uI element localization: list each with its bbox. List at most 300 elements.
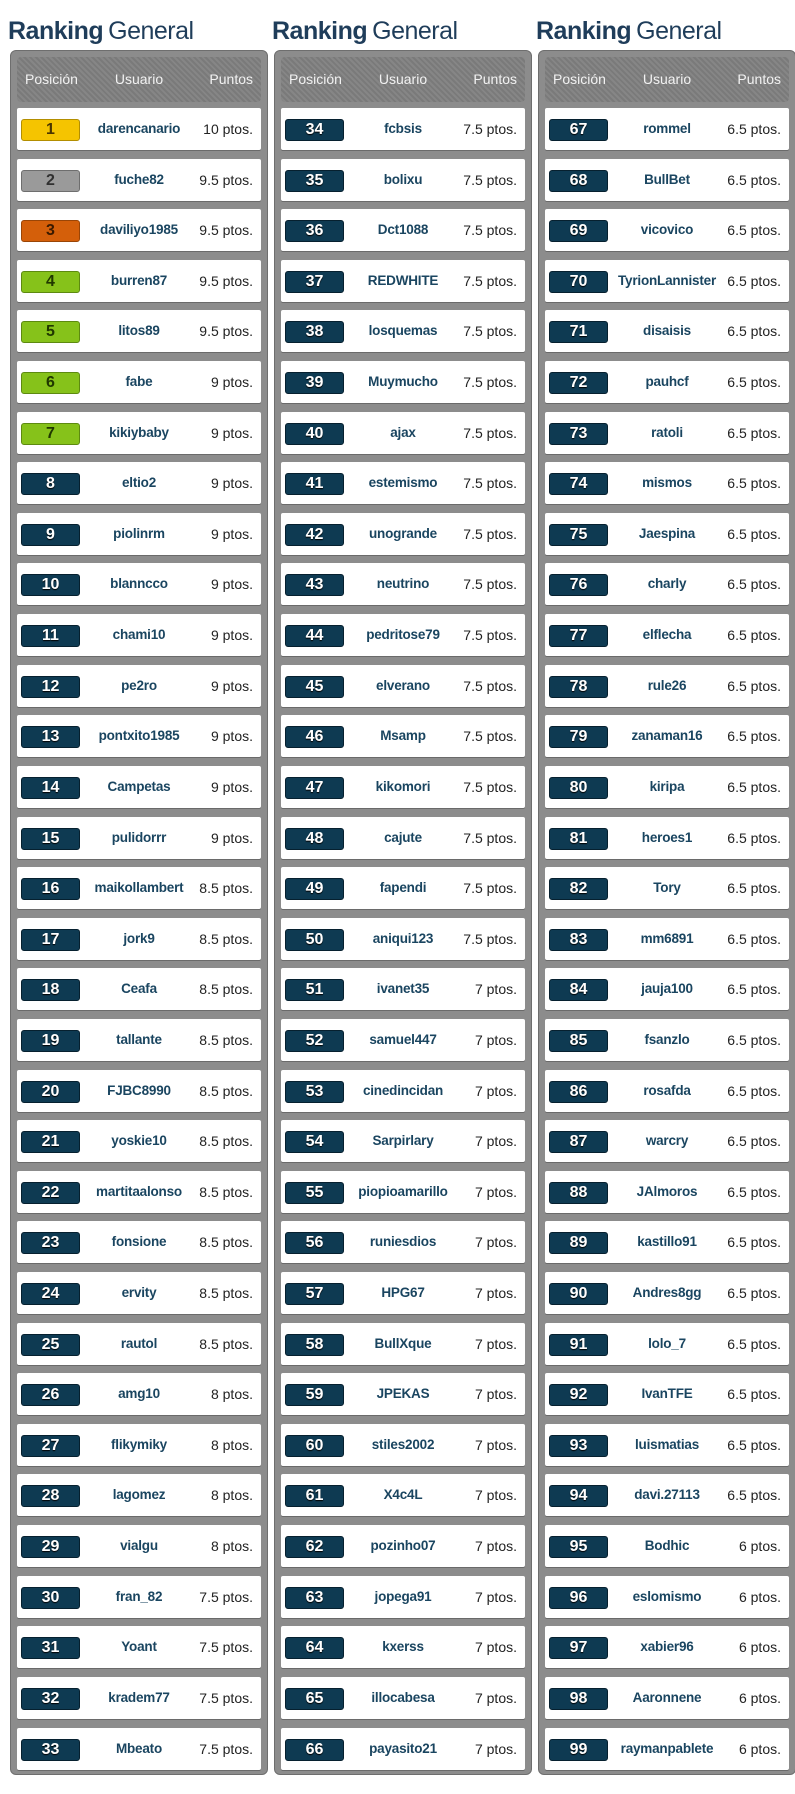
username-link[interactable]: Mbeato xyxy=(115,1740,163,1756)
points-value: 9 ptos. xyxy=(210,677,253,694)
username-link[interactable]: amg10 xyxy=(118,1386,160,1402)
position-badge: 82 xyxy=(549,878,608,900)
table-row xyxy=(281,513,525,555)
table-row xyxy=(17,665,261,707)
table-row xyxy=(17,715,261,757)
username-link[interactable]: JAlmoros xyxy=(636,1183,698,1199)
points-value: 6.5 ptos. xyxy=(727,930,781,947)
username-link[interactable]: vialgu xyxy=(120,1538,158,1554)
points-value: 7.5 ptos. xyxy=(463,627,517,644)
points-value: 7 ptos. xyxy=(474,1335,517,1352)
ranking-column-3 xyxy=(536,0,795,1794)
table-row xyxy=(281,766,525,808)
username-link[interactable]: blanncco xyxy=(110,576,168,592)
position-badge: 45 xyxy=(285,676,344,698)
username-link[interactable]: Campetas xyxy=(107,778,171,794)
table-row xyxy=(545,665,789,707)
username-link[interactable]: eslomismo xyxy=(632,1588,702,1604)
username-link[interactable]: piopioamarillo xyxy=(358,1183,448,1199)
username-link[interactable]: ivanet35 xyxy=(376,981,430,997)
username-link[interactable]: lagomez xyxy=(112,1487,166,1503)
username-link[interactable]: estemismo xyxy=(368,475,438,491)
username-link[interactable]: ratoli xyxy=(651,424,683,440)
position-badge: 54 xyxy=(285,1131,344,1153)
position-badge: 23 xyxy=(21,1232,80,1254)
position-badge: 40 xyxy=(285,423,344,445)
position-badge: 95 xyxy=(549,1536,608,1558)
table-row xyxy=(545,563,789,605)
table-row xyxy=(17,513,261,555)
username-link[interactable]: Aaronnene xyxy=(632,1689,702,1705)
points-value: 7.5 ptos. xyxy=(463,829,517,846)
table-row xyxy=(545,1070,789,1112)
table-row xyxy=(545,1677,789,1719)
position-badge: 85 xyxy=(549,1030,608,1052)
username-link[interactable]: fuche82 xyxy=(114,171,164,187)
position-badge: 64 xyxy=(285,1637,344,1659)
points-value: 6.5 ptos. xyxy=(727,778,781,795)
position-badge: 87 xyxy=(549,1131,608,1153)
table-row xyxy=(17,1070,261,1112)
table-header xyxy=(545,57,789,102)
table-row xyxy=(545,1728,789,1770)
username-link[interactable]: Bodhic xyxy=(644,1538,690,1554)
points-value: 6 ptos. xyxy=(738,1740,781,1757)
username-link[interactable]: kikiybaby xyxy=(109,424,169,440)
table-row xyxy=(17,1474,261,1516)
username-link[interactable]: raymanpablete xyxy=(620,1740,714,1756)
column-title-rest: General xyxy=(108,17,194,45)
table-row xyxy=(545,1626,789,1668)
points-value: 7 ptos. xyxy=(474,1082,517,1099)
points-value: 9 ptos. xyxy=(210,374,253,391)
points-value: 7 ptos. xyxy=(474,1234,517,1251)
username-link[interactable]: eltio2 xyxy=(121,475,157,491)
points-value: 7 ptos. xyxy=(474,1133,517,1150)
username-link[interactable]: fabe xyxy=(125,374,153,390)
username-link[interactable]: JPEKAS xyxy=(376,1386,430,1402)
position-badge: 76 xyxy=(549,574,608,596)
table-row xyxy=(281,1474,525,1516)
table-row xyxy=(281,1525,525,1567)
username-link[interactable]: pozinho07 xyxy=(370,1538,436,1554)
username-link[interactable]: tallante xyxy=(116,1031,162,1047)
table-row xyxy=(545,412,789,454)
username-link[interactable]: bolixu xyxy=(383,171,423,187)
username-link[interactable]: vicovico xyxy=(640,222,694,238)
position-badge: 30 xyxy=(21,1587,80,1609)
table-row xyxy=(545,867,789,909)
table-row xyxy=(281,361,525,403)
username-link[interactable]: ervity xyxy=(121,1285,157,1301)
table-row xyxy=(17,1677,261,1719)
points-value: 8 ptos. xyxy=(210,1538,253,1555)
points-value: 8 ptos. xyxy=(210,1436,253,1453)
username-link[interactable]: rosafda xyxy=(643,1082,691,1098)
points-value: 8.5 ptos. xyxy=(199,1335,253,1352)
username-link[interactable]: BullBet xyxy=(644,171,690,187)
username-link[interactable]: kikomori xyxy=(375,778,431,794)
points-value: 6.5 ptos. xyxy=(727,1386,781,1403)
username-link[interactable]: charly xyxy=(647,576,687,592)
position-badge: 75 xyxy=(549,524,608,546)
points-value: 6.5 ptos. xyxy=(727,728,781,745)
username-link[interactable]: IvanTFE xyxy=(641,1386,693,1402)
points-value: 7 ptos. xyxy=(474,1285,517,1302)
username-link[interactable]: litos89 xyxy=(118,323,160,339)
table-row xyxy=(545,715,789,757)
points-value: 6.5 ptos. xyxy=(727,272,781,289)
points-value: 6.5 ptos. xyxy=(727,1082,781,1099)
username-link[interactable]: Msamp xyxy=(380,728,426,744)
points-value: 9.5 ptos. xyxy=(199,171,253,188)
table-row xyxy=(17,918,261,960)
username-link[interactable]: illocabesa xyxy=(371,1689,435,1705)
points-value: 6.5 ptos. xyxy=(727,1436,781,1453)
points-value: 8.5 ptos. xyxy=(199,1082,253,1099)
username-link[interactable]: jopega91 xyxy=(374,1588,432,1604)
ranking-table xyxy=(274,50,532,1775)
position-badge: 46 xyxy=(285,726,344,748)
username-link[interactable]: TyrionLannister xyxy=(617,272,716,288)
points-value: 8 ptos. xyxy=(210,1487,253,1504)
points-value: 6.5 ptos. xyxy=(727,323,781,340)
points-value: 8 ptos. xyxy=(210,1386,253,1403)
username-link[interactable]: kradem77 xyxy=(108,1689,170,1705)
username-link[interactable]: kiripa xyxy=(649,778,685,794)
points-value: 7 ptos. xyxy=(474,1031,517,1048)
position-badge: 26 xyxy=(21,1384,80,1406)
position-badge: 63 xyxy=(285,1587,344,1609)
table-row xyxy=(281,918,525,960)
username-link[interactable]: rule26 xyxy=(647,677,687,693)
username-link[interactable]: martitaalonso xyxy=(96,1183,182,1199)
username-link[interactable]: cajute xyxy=(384,829,422,845)
position-badge: 51 xyxy=(285,979,344,1001)
username-link[interactable]: darencanario xyxy=(97,121,181,136)
points-value: 6.5 ptos. xyxy=(727,121,781,137)
username-link[interactable]: ajax xyxy=(390,424,416,440)
table-row xyxy=(545,1120,789,1162)
username-link[interactable]: daviliyo1985 xyxy=(100,222,178,238)
position-badge: 98 xyxy=(549,1688,608,1710)
header-user: Usuario xyxy=(378,71,428,87)
username-link[interactable]: davi.27113 xyxy=(634,1487,700,1503)
table-row xyxy=(281,159,525,201)
points-value: 6.5 ptos. xyxy=(727,475,781,492)
table-row xyxy=(281,462,525,504)
table-row xyxy=(281,1272,525,1314)
username-link[interactable]: unogrande xyxy=(369,525,437,541)
table-row xyxy=(281,1221,525,1263)
position-badge: 56 xyxy=(285,1232,344,1254)
table-row xyxy=(545,513,789,555)
points-value: 7 ptos. xyxy=(474,1740,517,1757)
position-badge: 65 xyxy=(285,1688,344,1710)
username-link[interactable]: zanaman16 xyxy=(631,728,703,744)
points-value: 7.5 ptos. xyxy=(463,222,517,239)
position-badge: 7 xyxy=(21,423,80,445)
username-link[interactable]: jauja100 xyxy=(641,981,693,997)
position-badge: 2 xyxy=(21,170,80,192)
username-link[interactable]: FJBC8990 xyxy=(107,1082,171,1098)
position-badge: 91 xyxy=(549,1334,608,1356)
points-value: 7.5 ptos. xyxy=(199,1588,253,1605)
points-value: 7 ptos. xyxy=(474,1183,517,1200)
username-link[interactable]: chami10 xyxy=(112,627,166,643)
username-link[interactable]: maikollambert xyxy=(94,880,184,896)
table-row xyxy=(17,563,261,605)
username-link[interactable]: stiles2002 xyxy=(371,1436,435,1452)
table-row xyxy=(17,1120,261,1162)
username-link[interactable]: pulidorrr xyxy=(111,829,167,845)
points-value: 9 ptos. xyxy=(210,525,253,542)
table-row xyxy=(281,1626,525,1668)
column-title xyxy=(272,14,458,48)
position-badge: 27 xyxy=(21,1435,80,1457)
table-row xyxy=(17,614,261,656)
table-row xyxy=(545,1323,789,1365)
table-row xyxy=(545,918,789,960)
username-link[interactable]: elverano xyxy=(376,677,430,693)
username-link[interactable]: yoskie10 xyxy=(111,1133,167,1149)
position-badge: 15 xyxy=(21,828,80,850)
points-value: 8.5 ptos. xyxy=(199,880,253,897)
points-value: 6 ptos. xyxy=(738,1588,781,1605)
header-points: Puntos xyxy=(473,71,517,87)
username-link[interactable]: rautol xyxy=(120,1335,158,1351)
points-value: 7 ptos. xyxy=(474,1487,517,1504)
username-link[interactable]: xabier96 xyxy=(640,1639,694,1655)
username-link[interactable]: elflecha xyxy=(642,627,692,643)
username-link[interactable]: Jaespina xyxy=(638,525,696,541)
points-value: 8.5 ptos. xyxy=(199,981,253,998)
position-badge: 42 xyxy=(285,524,344,546)
position-badge: 4 xyxy=(21,271,80,293)
username-link[interactable]: mismos xyxy=(642,475,692,491)
table-row xyxy=(17,968,261,1010)
table-row xyxy=(17,1171,261,1213)
table-row xyxy=(17,1272,261,1314)
position-badge: 10 xyxy=(21,574,80,596)
points-value: 6 ptos. xyxy=(738,1639,781,1656)
position-badge: 35 xyxy=(285,170,344,192)
username-link[interactable]: burren87 xyxy=(110,272,168,288)
position-badge: 89 xyxy=(549,1232,608,1254)
username-link[interactable]: Dct1088 xyxy=(377,222,429,238)
table-row xyxy=(545,462,789,504)
points-value: 6.5 ptos. xyxy=(727,880,781,897)
table-row xyxy=(17,1576,261,1618)
username-link[interactable]: kxerss xyxy=(382,1639,424,1655)
points-value: 7 ptos. xyxy=(474,1639,517,1656)
username-link[interactable]: luismatias xyxy=(634,1436,700,1452)
points-value: 7.5 ptos. xyxy=(463,880,517,897)
points-value: 7.5 ptos. xyxy=(463,576,517,593)
username-link[interactable]: pauhcf xyxy=(645,374,689,390)
points-value: 6.5 ptos. xyxy=(727,222,781,239)
table-row xyxy=(17,817,261,859)
points-value: 7.5 ptos. xyxy=(463,121,517,137)
position-badge: 12 xyxy=(21,676,80,698)
column-title-bold: Ranking xyxy=(8,17,104,45)
column-title-rest: General xyxy=(636,17,722,45)
points-value: 7.5 ptos. xyxy=(463,778,517,795)
username-link[interactable]: pontxito1985 xyxy=(98,728,180,744)
table-row xyxy=(281,1323,525,1365)
points-value: 6.5 ptos. xyxy=(727,1234,781,1251)
points-value: 7.5 ptos. xyxy=(463,930,517,947)
header-user: Usuario xyxy=(114,71,164,87)
username-link[interactable]: warcry xyxy=(645,1133,689,1149)
position-badge: 84 xyxy=(549,979,608,1001)
username-link[interactable]: cinedincidan xyxy=(362,1082,444,1098)
position-badge: 38 xyxy=(285,321,344,343)
username-link[interactable]: disaisis xyxy=(643,323,691,339)
position-badge: 14 xyxy=(21,777,80,799)
position-badge: 28 xyxy=(21,1485,80,1507)
table-row xyxy=(281,1677,525,1719)
username-link[interactable]: jork9 xyxy=(123,930,155,946)
username-link[interactable]: mm6891 xyxy=(640,930,694,946)
table-row xyxy=(17,361,261,403)
position-badge: 3 xyxy=(21,220,80,242)
points-value: 7.5 ptos. xyxy=(463,374,517,391)
table-rows xyxy=(545,108,789,1778)
username-link[interactable]: rommel xyxy=(643,121,691,136)
table-row xyxy=(545,1221,789,1263)
position-badge: 32 xyxy=(21,1688,80,1710)
points-value: 6.5 ptos. xyxy=(727,171,781,188)
table-row xyxy=(545,108,789,150)
points-value: 6.5 ptos. xyxy=(727,1487,781,1504)
position-badge: 67 xyxy=(549,119,608,141)
username-link[interactable]: kastillo91 xyxy=(637,1234,697,1250)
position-badge: 83 xyxy=(549,929,608,951)
table-row xyxy=(17,1221,261,1263)
username-link[interactable]: pe2ro xyxy=(121,677,157,693)
position-badge: 96 xyxy=(549,1587,608,1609)
points-value: 9 ptos. xyxy=(210,829,253,846)
header-position: Posición xyxy=(553,71,606,87)
points-value: 8.5 ptos. xyxy=(199,1133,253,1150)
position-badge: 21 xyxy=(21,1131,80,1153)
points-value: 8.5 ptos. xyxy=(199,1285,253,1302)
table-row xyxy=(17,108,261,150)
points-value: 7.5 ptos. xyxy=(463,525,517,542)
username-link[interactable]: piolinrm xyxy=(113,525,165,541)
username-link[interactable]: Ceafa xyxy=(121,981,157,997)
table-header xyxy=(281,57,525,102)
username-link[interactable]: fran_82 xyxy=(115,1588,163,1604)
table-row xyxy=(17,1728,261,1770)
table-row xyxy=(545,209,789,251)
points-value: 7.5 ptos. xyxy=(463,677,517,694)
table-row xyxy=(545,361,789,403)
username-link[interactable]: X4c4L xyxy=(383,1487,423,1503)
username-link[interactable]: Tory xyxy=(653,880,681,896)
username-link[interactable]: runiesdios xyxy=(369,1234,437,1250)
username-link[interactable]: heroes1 xyxy=(641,829,693,845)
points-value: 6.5 ptos. xyxy=(727,627,781,644)
table-row xyxy=(17,1373,261,1415)
points-value: 9 ptos. xyxy=(210,424,253,441)
position-badge: 93 xyxy=(549,1435,608,1457)
points-value: 6.5 ptos. xyxy=(727,576,781,593)
username-link[interactable]: payasito21 xyxy=(369,1740,437,1756)
table-row xyxy=(17,1323,261,1365)
points-value: 6.5 ptos. xyxy=(727,374,781,391)
points-value: 7.5 ptos. xyxy=(463,171,517,188)
position-badge: 73 xyxy=(549,423,608,445)
position-badge: 33 xyxy=(21,1739,80,1761)
username-link[interactable]: fcbsis xyxy=(384,121,422,136)
username-link[interactable]: BullXque xyxy=(374,1335,432,1351)
points-value: 8.5 ptos. xyxy=(199,1234,253,1251)
position-badge: 9 xyxy=(21,524,80,546)
position-badge: 60 xyxy=(285,1435,344,1457)
username-link[interactable]: neutrino xyxy=(376,576,430,592)
table-row xyxy=(545,1525,789,1567)
position-badge: 22 xyxy=(21,1182,80,1204)
username-link[interactable]: fapendi xyxy=(379,880,427,896)
table-row xyxy=(281,715,525,757)
points-value: 7 ptos. xyxy=(474,981,517,998)
username-link[interactable]: samuel447 xyxy=(369,1031,437,1047)
username-link[interactable]: Yoant xyxy=(121,1639,157,1655)
username-link[interactable]: fonsione xyxy=(111,1234,167,1250)
username-link[interactable]: fsanzlo xyxy=(644,1031,690,1047)
table-row xyxy=(17,412,261,454)
position-badge: 72 xyxy=(549,372,608,394)
position-badge: 99 xyxy=(549,1739,608,1761)
position-badge: 43 xyxy=(285,574,344,596)
points-value: 9.5 ptos. xyxy=(199,272,253,289)
username-link[interactable]: flikymiky xyxy=(111,1436,167,1452)
points-value: 6.5 ptos. xyxy=(727,1031,781,1048)
username-link[interactable]: losquemas xyxy=(368,323,438,339)
points-value: 9 ptos. xyxy=(210,627,253,644)
position-badge: 31 xyxy=(21,1637,80,1659)
position-badge: 19 xyxy=(21,1030,80,1052)
position-badge: 41 xyxy=(285,473,344,495)
position-badge: 86 xyxy=(549,1081,608,1103)
username-link[interactable]: pedritose79 xyxy=(366,627,440,643)
username-link[interactable]: Muymucho xyxy=(368,374,438,390)
username-link[interactable]: Sarpirlary xyxy=(372,1133,434,1149)
header-position: Posición xyxy=(25,71,78,87)
table-row xyxy=(545,1171,789,1213)
points-value: 7.5 ptos. xyxy=(463,475,517,492)
position-badge: 5 xyxy=(21,321,80,343)
header-points: Puntos xyxy=(209,71,253,87)
username-link[interactable]: lolo_7 xyxy=(648,1335,686,1351)
table-row xyxy=(17,867,261,909)
username-link[interactable]: REDWHITE xyxy=(367,272,439,288)
position-badge: 71 xyxy=(549,321,608,343)
position-badge: 16 xyxy=(21,878,80,900)
username-link[interactable]: HPG67 xyxy=(381,1285,425,1301)
points-value: 6.5 ptos. xyxy=(727,1335,781,1352)
username-link[interactable]: Andres8gg xyxy=(632,1285,702,1301)
points-value: 7.5 ptos. xyxy=(463,424,517,441)
table-row xyxy=(545,1474,789,1516)
position-badge: 74 xyxy=(549,473,608,495)
username-link[interactable]: aniqui123 xyxy=(372,930,434,946)
position-badge: 6 xyxy=(21,372,80,394)
position-badge: 36 xyxy=(285,220,344,242)
position-badge: 97 xyxy=(549,1637,608,1659)
